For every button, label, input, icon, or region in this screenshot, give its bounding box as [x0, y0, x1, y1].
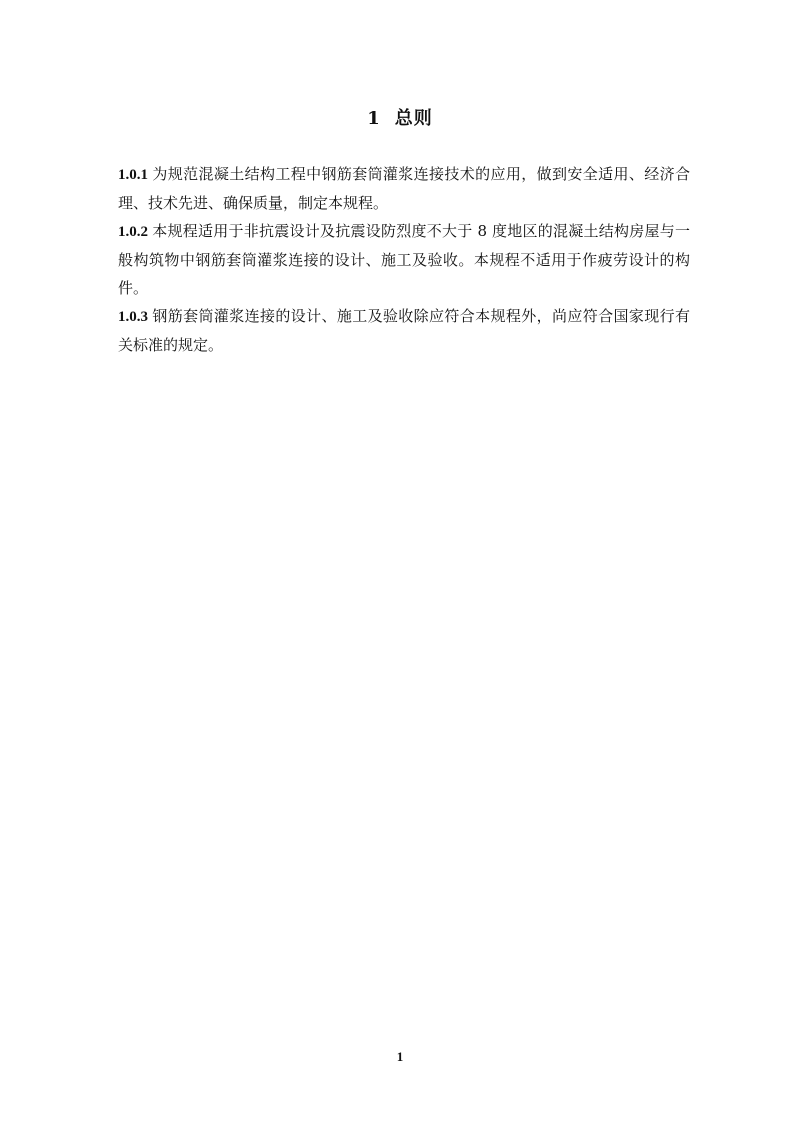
clause-number: 1.0.3 [118, 309, 148, 325]
chapter-number: 1 [367, 108, 381, 129]
chapter-title: 总则 [394, 108, 433, 129]
clause-1-0-2 [118, 217, 690, 302]
clause-number: 1.0.1 [118, 167, 148, 183]
clause-number: 1.0.2 [118, 224, 148, 240]
clause-text: 钢筋套筒灌浆连接的设计、施工及验收除应符合本规程外，尚应符合国家现行有关标准的规定。 [118, 307, 690, 354]
clause-1-0-3 [118, 302, 690, 359]
page-number: 1 [396, 1049, 404, 1064]
chapter-body [118, 160, 690, 359]
clause-text: 为规范混凝土结构工程中钢筋套筒灌浆连接技术的应用，做到安全适用、经济合理、技术先进、确保质量，制定本规程。 [118, 165, 690, 212]
clause-text: 本规程适用于非抗震设计及抗震设防烈度不大于 8 度地区的混凝土结构房屋与一般构筑物中钢筋套筒灌浆连接的设计、施工及验收。本规程不适用于作疲劳设计的构件。 [118, 222, 690, 297]
clause-1-0-1 [118, 160, 690, 217]
chapter-heading [0, 104, 800, 130]
